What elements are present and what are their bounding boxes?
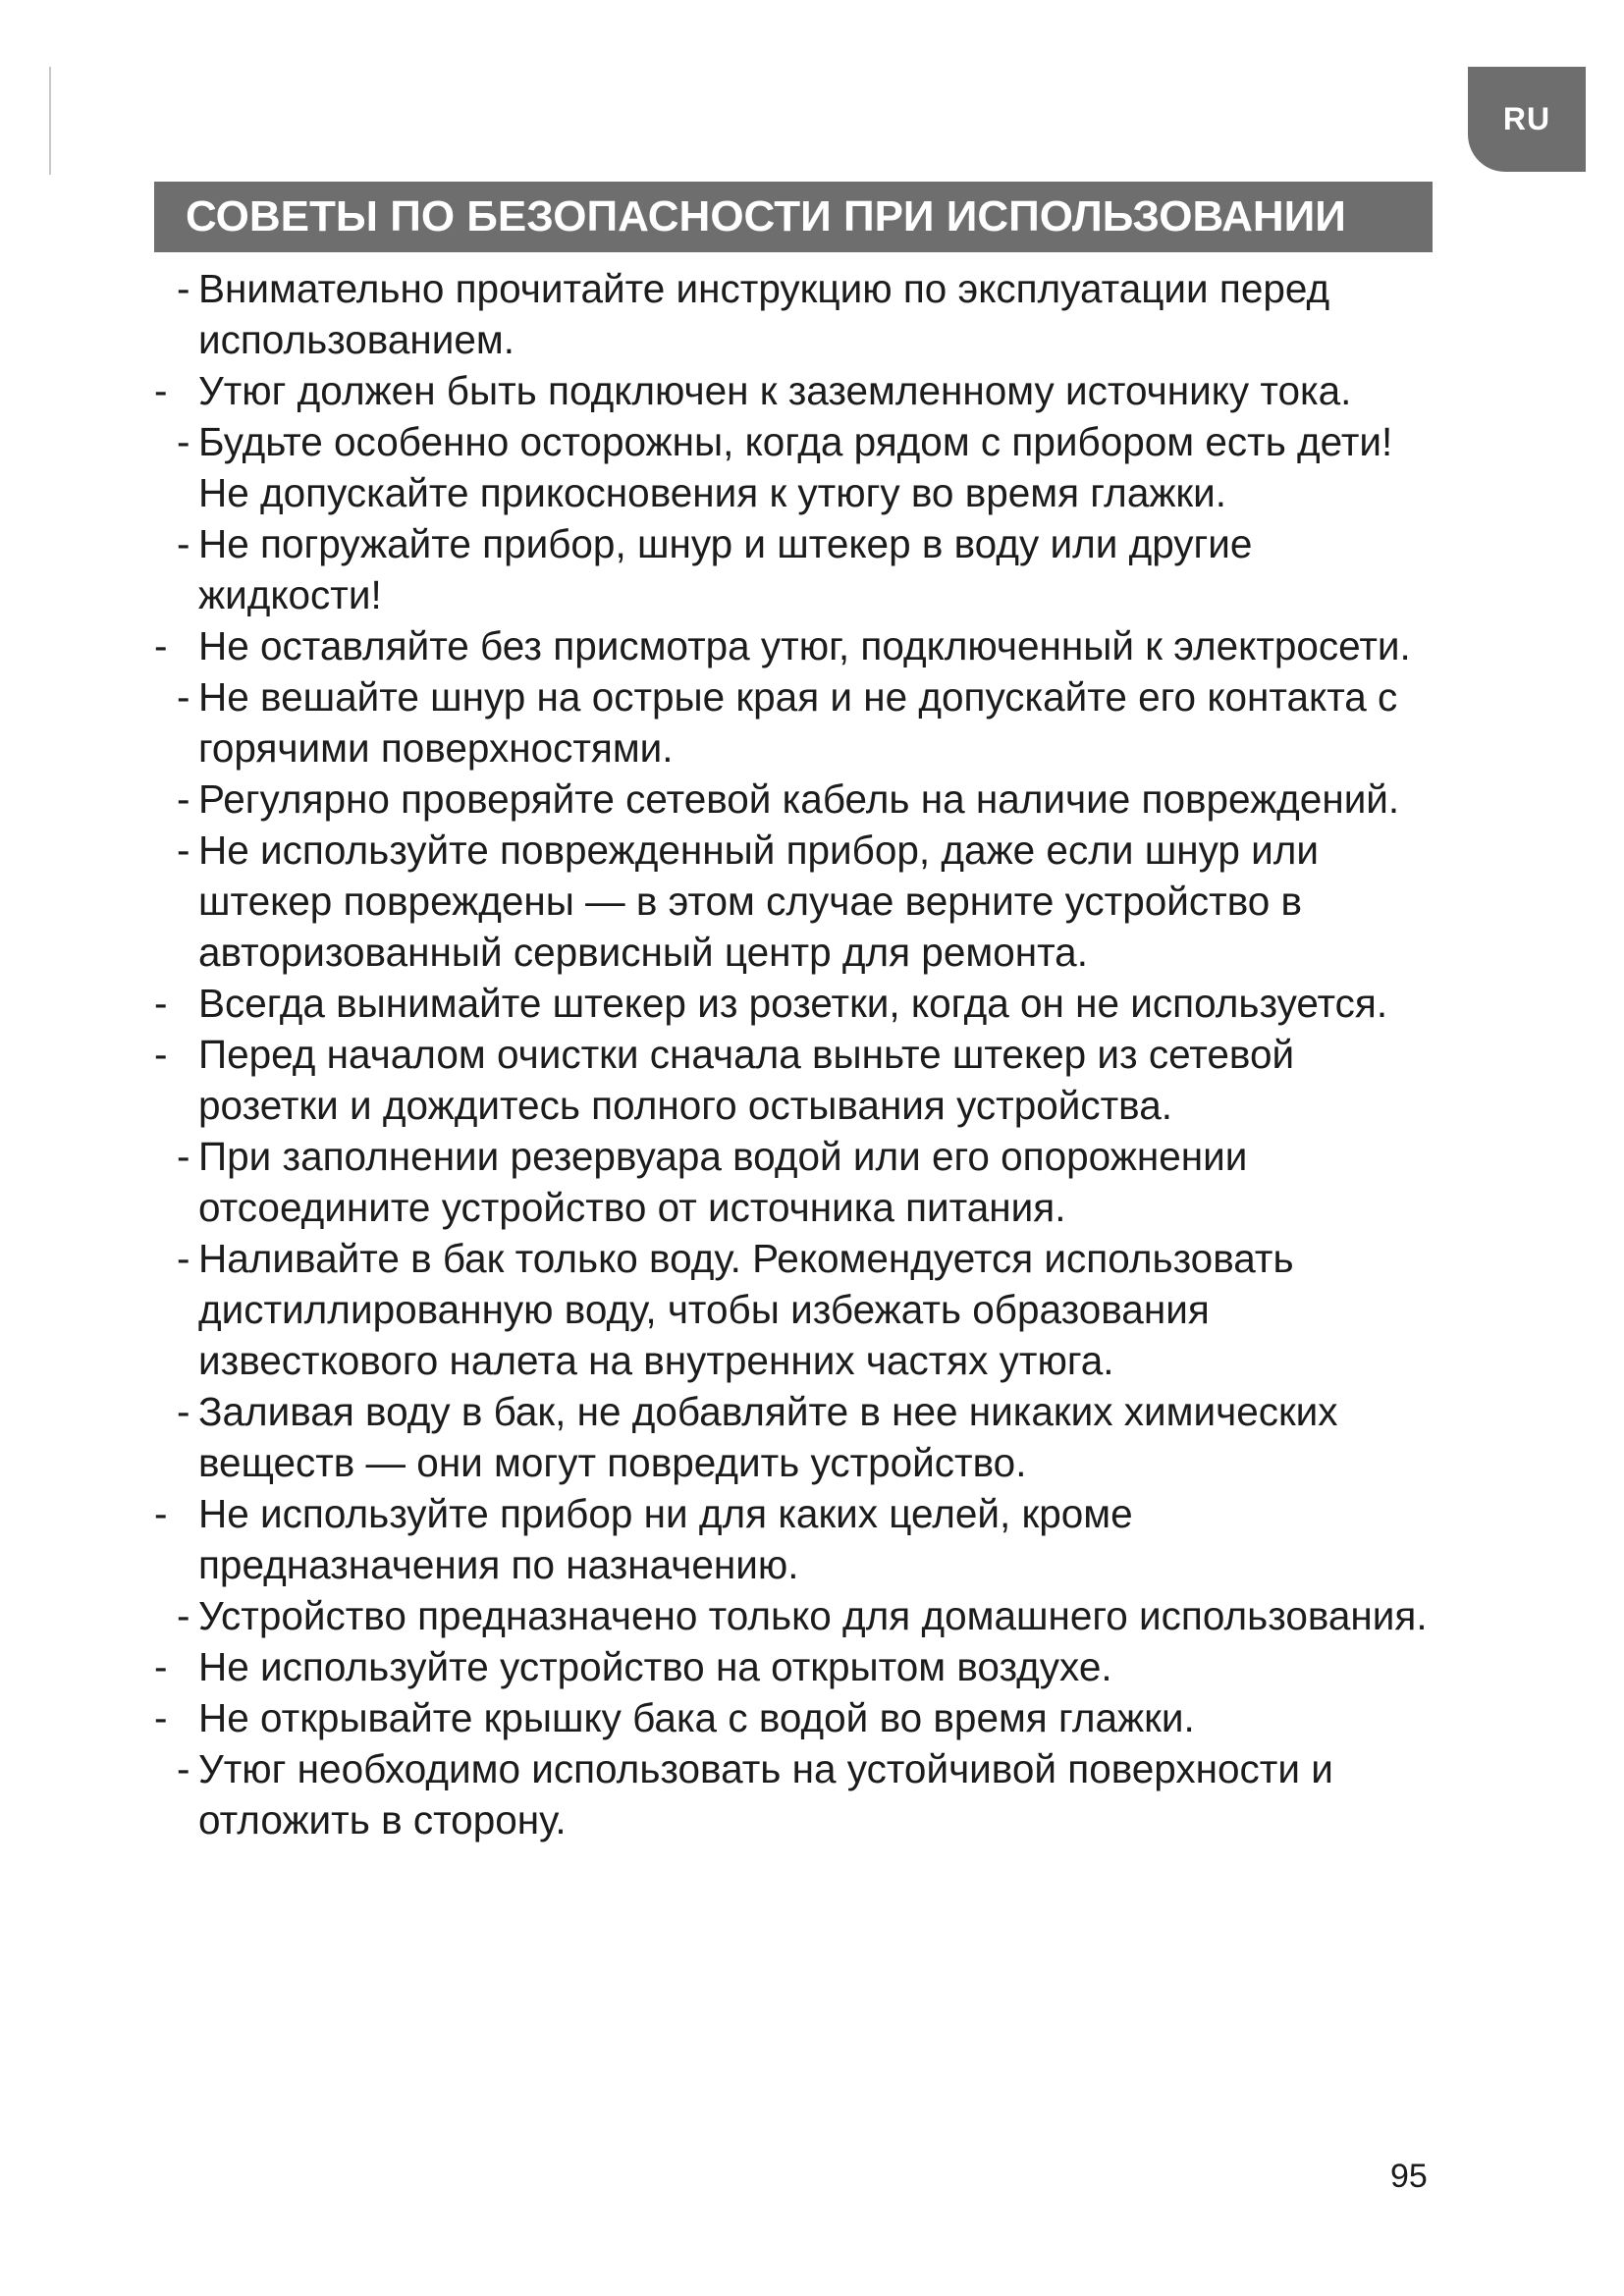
list-item	[154, 825, 1435, 978]
bullet-dash: -	[177, 776, 190, 822]
bullet-dash: -	[154, 1032, 168, 1077]
bullet-dash: -	[154, 368, 168, 413]
language-tab	[1468, 67, 1586, 172]
list-item-text: Не вешайте шнур на острые края и не допускайте его контакта с горячими поверхностями.	[198, 674, 1398, 771]
list-item-text: При заполнении резервуара водой или его опорожнении отсоедините устройство от источника питания.	[198, 1134, 1248, 1230]
list-item	[154, 1131, 1435, 1233]
list-item	[154, 518, 1435, 620]
list-item	[154, 620, 1435, 671]
list-item	[154, 1029, 1435, 1131]
bullet-dash: -	[177, 674, 190, 720]
list-item	[154, 1692, 1435, 1743]
bullet-dash: -	[177, 266, 190, 311]
bullet-dash: -	[154, 1695, 168, 1740]
list-item	[154, 1488, 1435, 1590]
list-item-text: Внимательно прочитайте инструкцию по эксплуатации перед использованием.	[198, 266, 1330, 362]
list-item	[154, 1590, 1435, 1641]
list-item-text: Устройство предназначено только для домашнего использования.	[198, 1593, 1428, 1638]
list-item-text: Будьте особенно осторожны, когда рядом с прибором есть дети! Не допускайте прикосновения к утюгу во время глажки.	[198, 419, 1393, 515]
list-item-text: Утюг необходимо использовать на устойчивой поверхности и отложить в сторону.	[198, 1746, 1333, 1842]
list-item	[154, 365, 1435, 416]
bullet-dash: -	[154, 981, 168, 1026]
list-item-text: Не используйте прибор ни для каких целей, кроме предназначения по назначению.	[198, 1491, 1133, 1587]
list-item-text: Не оставляйте без присмотра утюг, подключенный к электросети.	[198, 623, 1411, 668]
list-item	[154, 671, 1435, 774]
bullet-dash: -	[177, 1746, 190, 1791]
margin-line	[49, 67, 51, 175]
list-item-text: Наливайте в бак только воду. Рекомендуется использовать дистиллированную воду, чтобы избежать образования известкового налета на внутренних частях утюга.	[198, 1236, 1294, 1383]
list-item-text: Всегда вынимайте штекер из розетки, когда он не используется.	[198, 981, 1388, 1026]
list-item-text: Не используйте поврежденный прибор, даже если шнур или штекер повреждены — в этом случае верните устройство в авторизованный сервисный центр для ремонта.	[198, 828, 1320, 975]
bullet-dash: -	[177, 1389, 190, 1434]
bullet-dash: -	[177, 1593, 190, 1638]
list-item-text: Регулярно проверяйте сетевой кабель на наличие повреждений.	[198, 776, 1400, 822]
bullet-dash: -	[177, 521, 190, 566]
bullet-dash: -	[154, 1491, 168, 1536]
page-number: 95	[1390, 2158, 1428, 2195]
bullet-dash: -	[177, 1134, 190, 1179]
list-item	[154, 1233, 1435, 1386]
bullet-dash: -	[154, 623, 168, 668]
list-item-text: Не используйте устройство на открытом воздухе.	[198, 1644, 1112, 1689]
list-item	[154, 1641, 1435, 1692]
list-item-text: Утюг должен быть подключен к заземленному источнику тока.	[198, 368, 1352, 413]
bullet-dash: -	[177, 828, 190, 873]
bullet-dash: -	[177, 1236, 190, 1281]
list-item	[154, 1386, 1435, 1488]
list-item	[154, 416, 1435, 518]
bullet-dash: -	[154, 1644, 168, 1689]
list-item	[154, 978, 1435, 1029]
safety-tips-list	[154, 263, 1435, 1845]
section-title: СОВЕТЫ ПО БЕЗОПАСНОСТИ ПРИ ИСПОЛЬЗОВАНИИ	[154, 182, 1433, 252]
list-item-text: Заливая воду в бак, не добавляйте в нее никаких химических веществ — они могут повредить устройство.	[198, 1389, 1338, 1485]
list-item	[154, 1743, 1435, 1845]
list-item-text: Не погружайте прибор, шнур и штекер в воду или другие жидкости!	[198, 521, 1253, 617]
list-item	[154, 774, 1435, 825]
list-item	[154, 263, 1435, 365]
list-item-text: Перед началом очистки сначала выньте штекер из сетевой розетки и дождитесь полного остывания устройства.	[198, 1032, 1295, 1128]
language-label: RU	[1502, 101, 1551, 136]
list-item-text: Не открывайте крышку бака с водой во время глажки.	[198, 1695, 1195, 1740]
bullet-dash: -	[177, 419, 190, 464]
